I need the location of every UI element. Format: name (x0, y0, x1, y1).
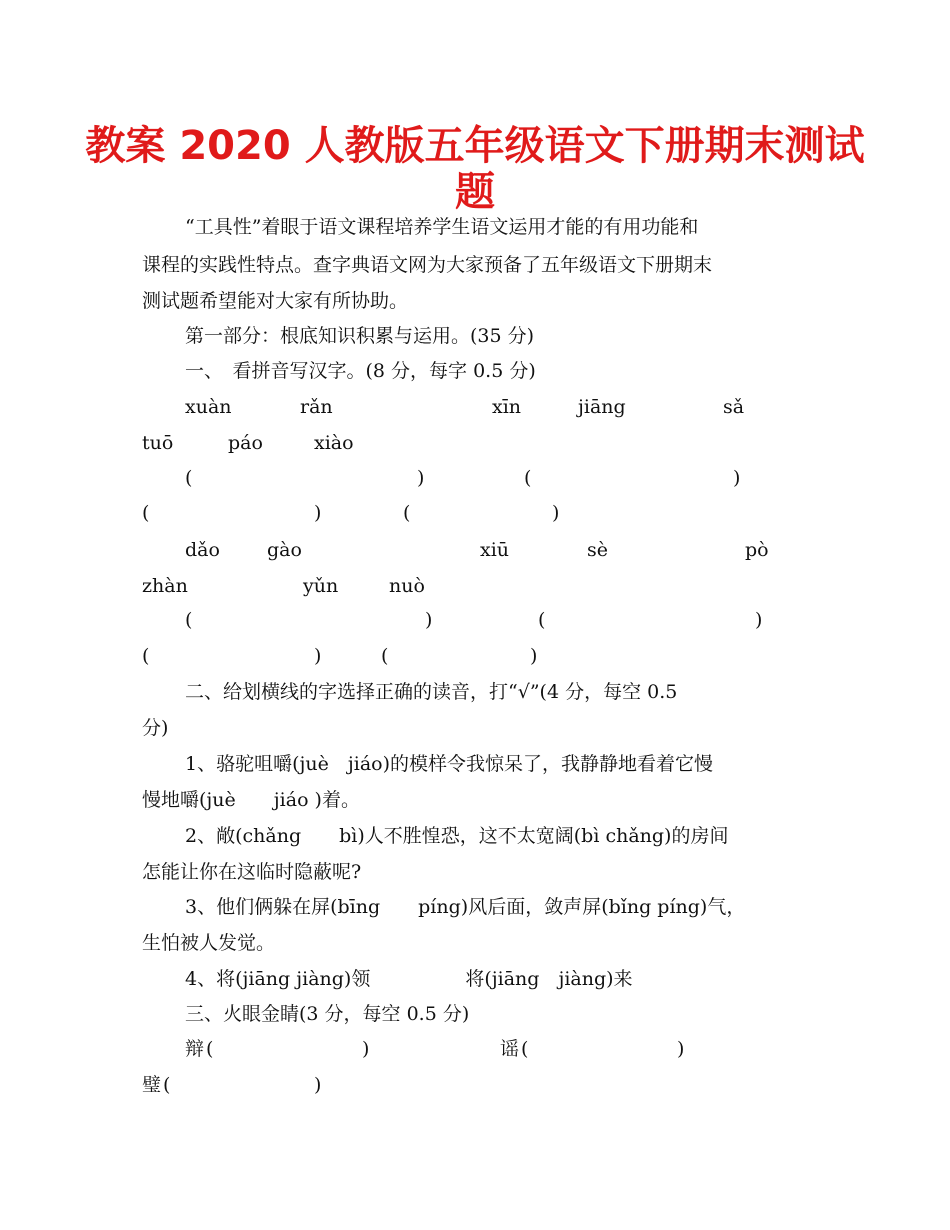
sec2-item: 3、他们俩躲在屏(bīng píng)风后面，敛声屏(bǐng píng)气， (185, 896, 746, 918)
sec3-char: 璧 (142, 1074, 162, 1096)
sec2-item: 4、将(jiāng jiàng)领 将(jiāng jiàng)来 (185, 968, 633, 990)
page-title: 教案 2020 人教版五年级语文下册期末测试 (85, 123, 865, 169)
answer-blank-close: ) (733, 467, 741, 489)
answer-blank-close: ) (755, 609, 763, 631)
answer-blank-close: ) (417, 467, 425, 489)
answer-blank-close: ) (314, 502, 322, 524)
pinyin: sè (587, 539, 608, 561)
answer-blank-open[interactable]: ( (185, 467, 193, 489)
sec1-heading: 一、 看拼音写汉字。(8 分，每字 0.5 分) (185, 360, 536, 382)
answer-blank-close: ) (552, 502, 560, 524)
sec2-item: 慢地嚼(juè jiáo )着。 (142, 789, 360, 811)
sec2-item: 1、骆驼咀嚼(juè jiáo)的模样令我惊呆了，我静静地看着它慢 (185, 753, 714, 775)
answer-blank-open[interactable]: ( (142, 645, 150, 667)
pinyin: xiào (314, 432, 354, 454)
answer-blank-open[interactable]: ( (538, 609, 546, 631)
part1-heading: 第一部分：根底知识积累与运用。(35 分) (185, 325, 535, 347)
answer-blank-open[interactable]: ( (185, 609, 193, 631)
answer-blank-open[interactable]: ( (163, 1074, 171, 1096)
answer-blank-close: ) (362, 1038, 370, 1060)
pinyin: jiāng (578, 396, 626, 418)
answer-blank-close: ) (530, 645, 538, 667)
pinyin: nuò (389, 575, 425, 597)
pinyin: tuō (142, 432, 174, 454)
answer-blank-close: ) (314, 1074, 322, 1096)
pinyin: sǎ (723, 396, 745, 418)
pinyin: yǔn (303, 575, 339, 597)
sec2-heading-cont: 分) (142, 717, 169, 739)
sec3-char: 辩 (185, 1038, 205, 1060)
pinyin: pò (745, 539, 769, 561)
answer-blank-open[interactable]: ( (521, 1038, 529, 1060)
answer-blank-close: ) (314, 645, 322, 667)
intro-line-1: “工具性”着眼于语文课程培养学生语文运用才能的有用功能和 (185, 216, 699, 238)
pinyin: xīn (492, 396, 522, 418)
intro-line-2: 课程的实践性特点。查字典语文网为大家预备了五年级语文下册期末 (142, 254, 713, 276)
sec2-heading: 二、给划横线的字选择正确的读音，打“√”(4 分，每空 0.5 (185, 681, 678, 703)
answer-blank-close: ) (425, 609, 433, 631)
answer-blank-open[interactable]: ( (524, 467, 532, 489)
sec3-heading: 三、火眼金睛(3 分，每空 0.5 分) (185, 1003, 470, 1025)
intro-line-3: 测试题希望能对大家有所协助。 (142, 290, 409, 312)
page-title-continued: 题 (455, 169, 495, 215)
pinyin: páo (228, 432, 263, 454)
answer-blank-open[interactable]: ( (142, 502, 150, 524)
pinyin: gào (267, 539, 302, 561)
pinyin: xuàn (185, 396, 232, 418)
sec2-item: 2、敞(chǎng bì)人不胜惶恐，这不太宽阔(bì chǎng)的房间 (185, 825, 729, 847)
answer-blank-open[interactable]: ( (206, 1038, 214, 1060)
pinyin: dǎo (185, 539, 220, 561)
sec3-char: 谣 (500, 1038, 520, 1060)
answer-blank-close: ) (677, 1038, 685, 1060)
answer-blank-open[interactable]: ( (381, 645, 389, 667)
answer-blank-open[interactable]: ( (403, 502, 411, 524)
pinyin: rǎn (300, 396, 333, 418)
pinyin: xiū (480, 539, 510, 561)
pinyin: zhàn (142, 575, 188, 597)
sec2-item: 怎能让你在这临时隐蔽呢? (142, 861, 362, 883)
sec2-item: 生怕被人发觉。 (142, 932, 276, 954)
